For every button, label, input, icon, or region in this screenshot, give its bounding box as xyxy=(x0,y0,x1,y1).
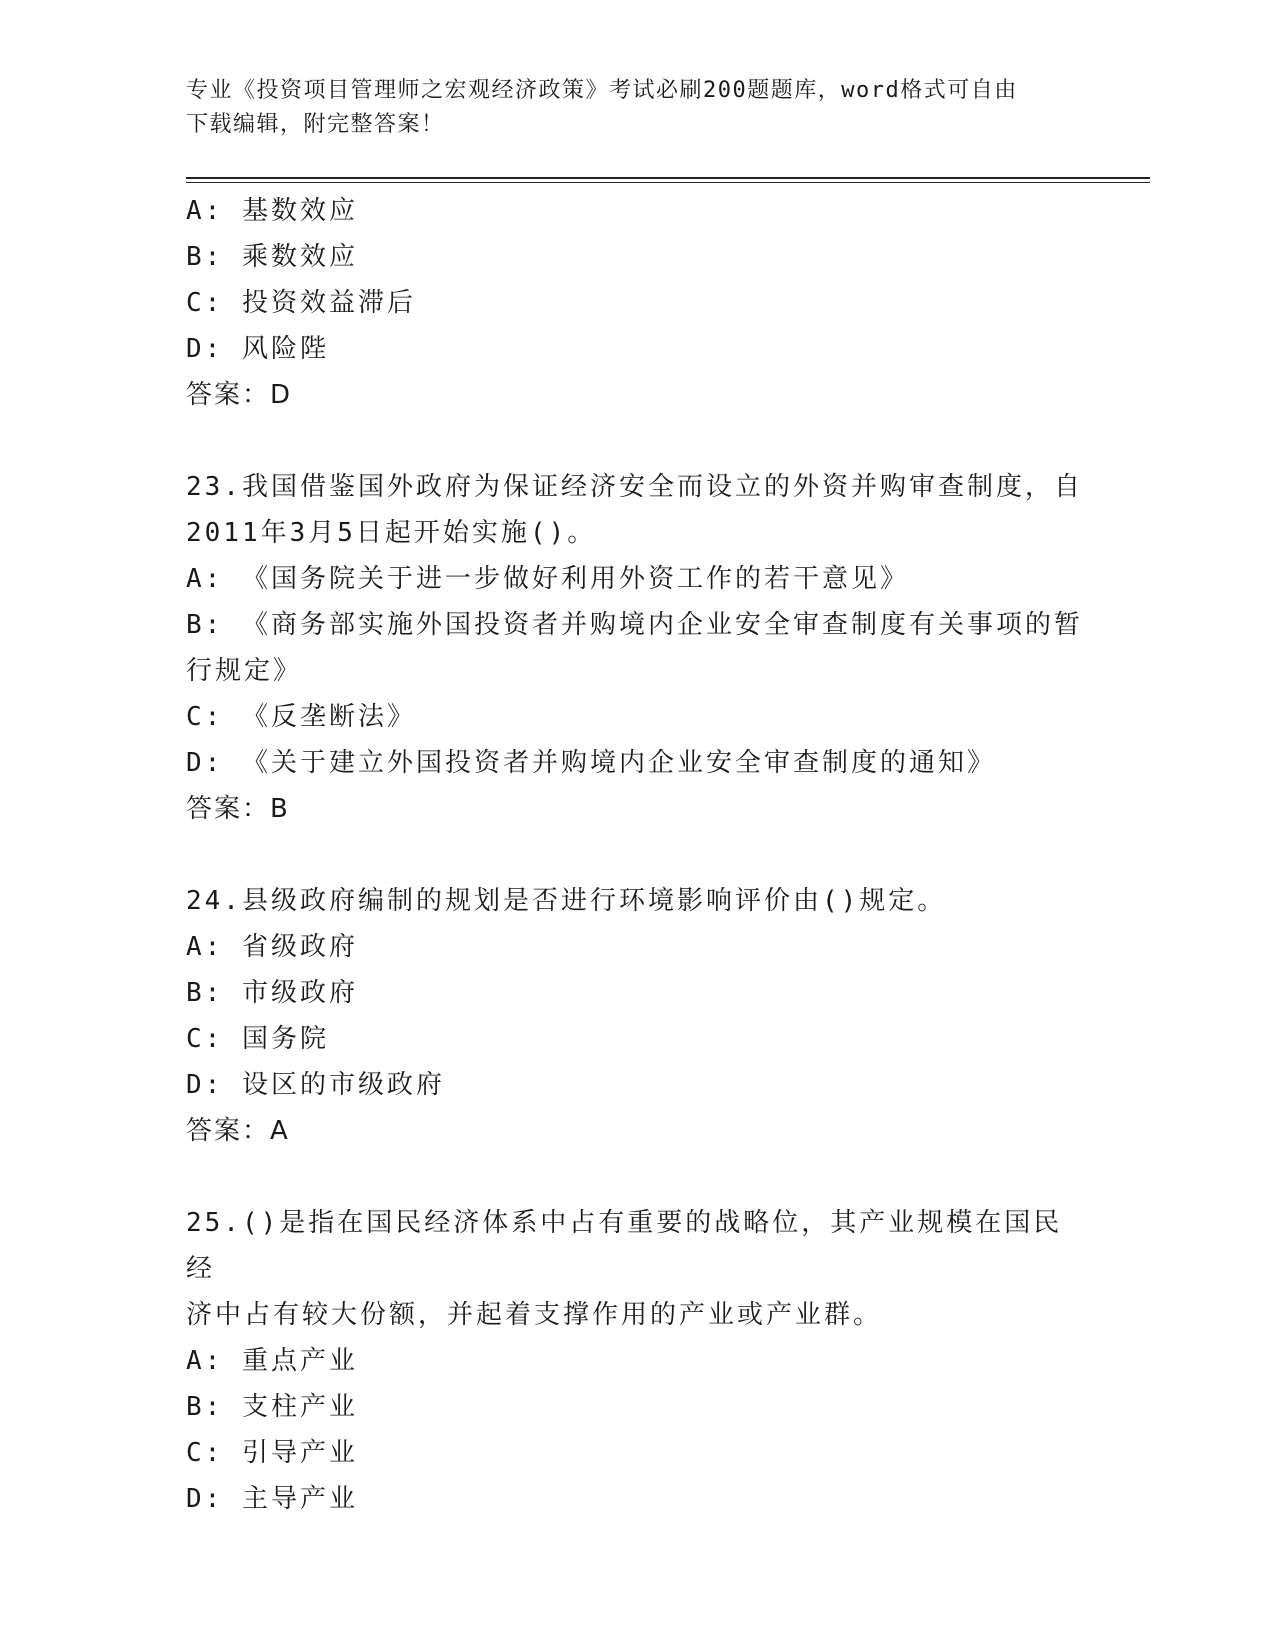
answer: 答案：A xyxy=(186,1116,290,1146)
answer: 答案：D xyxy=(186,380,293,410)
spacer xyxy=(186,1154,1086,1200)
option-c: C: 国务院 xyxy=(186,1024,329,1054)
option-c: C: 引导产业 xyxy=(186,1438,358,1468)
option-c: C: 投资效益滞后 xyxy=(186,288,416,318)
header-divider-thin xyxy=(186,182,1150,183)
question-stem-continued: 济中占有较大份额，并起着支撑作用的产业或产业群。 xyxy=(186,1300,883,1330)
option-d: D: 主导产业 xyxy=(186,1484,358,1514)
spacer xyxy=(186,418,1086,464)
option-b: B: 乘数效应 xyxy=(186,242,358,272)
question-stem-continued: 2011年3月5日起开始实施()。 xyxy=(186,518,597,548)
option-a: A: 重点产业 xyxy=(186,1346,358,1376)
question-25 xyxy=(186,1200,1086,1522)
question-stem: 25.()是指在国民经济体系中占有重要的战略位，其产业规模在国民经 xyxy=(186,1208,1063,1284)
answer: 答案：B xyxy=(186,794,290,824)
option-d: D: 《关于建立外国投资者并购境内企业安全审查制度的通知》 xyxy=(186,748,996,778)
document-header xyxy=(186,74,1086,142)
option-a: A: 省级政府 xyxy=(186,932,358,962)
header-divider-thick xyxy=(186,177,1150,179)
header-line-2: 下载编辑，附完整答案！ xyxy=(186,112,445,137)
option-b: B: 市级政府 xyxy=(186,978,358,1008)
option-d: D: 设区的市级政府 xyxy=(186,1070,445,1100)
option-b: B: 《商务部实施外国投资者并购境内企业安全审查制度有关事项的暂 xyxy=(186,610,1083,640)
option-c: C: 《反垄断法》 xyxy=(186,702,416,732)
option-b-continued: 行规定》 xyxy=(186,656,303,686)
question-24 xyxy=(186,878,1086,1154)
spacer xyxy=(186,832,1086,878)
header-line-1: 专业《投资项目管理师之宏观经济政策》考试必刷200题题库，word格式可自由 xyxy=(186,78,1018,103)
question-23 xyxy=(186,464,1086,832)
option-d: D: 风险陛 xyxy=(186,334,329,364)
option-b: B: 支柱产业 xyxy=(186,1392,358,1422)
question-content xyxy=(186,188,1086,1522)
question-stem: 23.我国借鉴国外政府为保证经济安全而设立的外资并购审查制度，自 xyxy=(186,472,1083,502)
question-22 xyxy=(186,188,1086,418)
option-a: A: 《国务院关于进一步做好利用外资工作的若干意见》 xyxy=(186,564,909,594)
question-stem: 24.县级政府编制的规划是否进行环境影响评价由()规定。 xyxy=(186,886,947,916)
option-a: A: 基数效应 xyxy=(186,196,358,226)
